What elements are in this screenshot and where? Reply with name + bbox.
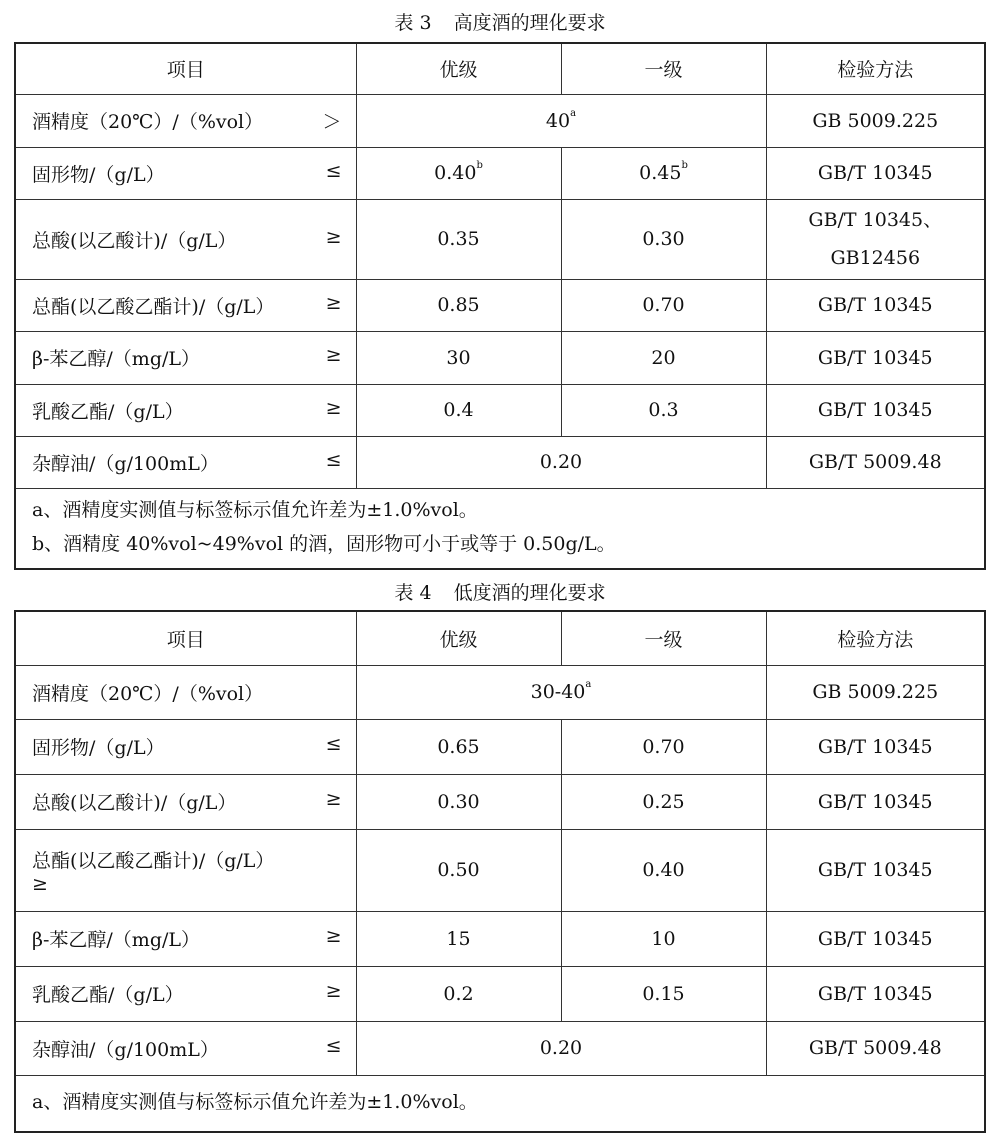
test-method-cell (766, 719, 985, 774)
test-method: GB/T 5009.48 (808, 1037, 942, 1059)
table-row (15, 1021, 985, 1075)
table-row (15, 94, 985, 147)
header-row (15, 611, 985, 665)
first-grade-value (561, 966, 766, 1021)
test-method: GB/T 10345 (817, 982, 933, 1005)
column-header: 优级 (356, 43, 561, 94)
value: 0.40 (434, 162, 477, 184)
value: 0.30 (642, 228, 685, 250)
test-method-cell (766, 331, 985, 384)
value: 0.20 (539, 1037, 583, 1059)
test-method-cell (766, 199, 985, 279)
item-cell (15, 966, 356, 1021)
test-method: GB/T 5009.48 (808, 451, 942, 473)
column-header: 项目 (15, 611, 356, 665)
footnote-mark: a (585, 679, 592, 690)
test-method: GB/T 10345 (817, 294, 933, 316)
table-row (15, 665, 985, 719)
item-cell (15, 384, 356, 436)
test-method: GB/T 10345 (817, 859, 933, 881)
item-cell (15, 331, 356, 384)
footnote-mark: b (476, 160, 483, 171)
footnote-mark: a (570, 107, 577, 119)
merged-value-cell (356, 665, 766, 719)
first-grade-value (561, 331, 766, 384)
value: 30 (446, 346, 471, 369)
item-cell (15, 147, 356, 199)
value: 0.20 (539, 451, 583, 473)
first-grade-value (561, 719, 766, 774)
column-header: 优级 (356, 611, 561, 665)
test-method-cell (766, 279, 985, 331)
premium-grade-value (356, 384, 561, 436)
item-cell (15, 911, 356, 966)
item-label: 杂醇油/（g/100mL） (32, 452, 219, 475)
comparison-symbol: ≥ (32, 872, 48, 895)
table-3-title: 表 3 高度酒的理化要求 (394, 12, 606, 34)
column-header: 一级 (561, 611, 766, 665)
table-row (15, 331, 985, 384)
comparison-symbol: ≤ (325, 159, 342, 182)
test-method: GB/T 10345 (817, 399, 933, 421)
test-method-cell (766, 1021, 985, 1075)
item-cell (15, 719, 356, 774)
first-grade-value (561, 279, 766, 331)
comparison-symbol: ≥ (325, 925, 342, 947)
item-label: β-苯乙醇/（mg/L） (32, 929, 201, 951)
table-row (15, 199, 985, 279)
first-grade-value (561, 911, 766, 966)
test-method-cell (766, 384, 985, 436)
value: 40 (545, 109, 571, 132)
value: 0.2 (443, 982, 474, 1005)
table-row (15, 384, 985, 436)
value: 0.35 (437, 228, 480, 250)
test-method: GB 5009.225 (812, 681, 939, 703)
comparison-symbol: ≤ (325, 1034, 342, 1057)
premium-grade-value (356, 279, 561, 331)
test-method-cell (766, 774, 985, 829)
premium-grade-value (356, 719, 561, 774)
table-row (15, 966, 985, 1021)
item-label: β-苯乙醇/（mg/L） (32, 348, 201, 370)
test-method-cell (766, 665, 985, 719)
value: 20 (651, 346, 676, 369)
comparison-symbol: ≥ (325, 396, 342, 419)
item-cell (15, 774, 356, 829)
footnote: b、酒精度 40%vol~49%vol 的酒，固形物可小于或等于 0.50g/L。 (32, 533, 616, 556)
table-row (15, 147, 985, 199)
value: 0.45 (639, 162, 682, 184)
value: 0.40 (642, 859, 685, 881)
first-grade-value (561, 384, 766, 436)
comparison-symbol: ＞ (322, 111, 342, 133)
notes-row (15, 488, 985, 569)
premium-grade-value (356, 911, 561, 966)
table-3 (14, 42, 986, 570)
test-method-cont: GB12456 (830, 247, 921, 269)
value: 0.85 (437, 294, 480, 316)
value: 0.3 (648, 399, 679, 421)
value: 15 (446, 927, 471, 950)
item-label: 总酸(以乙酸计)/（g/L） (32, 229, 237, 252)
value: 0.70 (642, 294, 685, 316)
test-method-cell (766, 94, 985, 147)
value: 30-40 (530, 681, 586, 703)
test-method: GB/T 10345 (817, 162, 933, 184)
comparison-symbol: ≥ (325, 788, 342, 810)
item-cell (15, 94, 356, 147)
test-method-cell (766, 436, 985, 488)
table-row (15, 279, 985, 331)
table-row (15, 911, 985, 966)
comparison-symbol: ≤ (325, 733, 342, 755)
premium-grade-value (356, 331, 561, 384)
item-label: 总酯(以乙酸乙酯计)/（g/L） (32, 849, 275, 872)
header-row (15, 43, 985, 94)
table-row (15, 719, 985, 774)
test-method: GB/T 10345 (817, 790, 933, 813)
table-4 (14, 610, 986, 1133)
premium-grade-value (356, 199, 561, 279)
table-row (15, 774, 985, 829)
column-header: 检验方法 (766, 43, 985, 94)
value: 0.50 (437, 859, 480, 881)
first-grade-value (561, 199, 766, 279)
value: 0.70 (642, 735, 685, 758)
first-grade-value (561, 829, 766, 911)
item-cell (15, 829, 356, 911)
test-method-cell (766, 966, 985, 1021)
item-label: 乳酸乙酯/（g/L） (32, 400, 184, 423)
merged-value-cell (356, 1021, 766, 1075)
test-method-cell (766, 911, 985, 966)
footnote-mark: b (681, 160, 688, 171)
test-method: GB/T 10345 (817, 346, 933, 369)
column-header: 项目 (15, 43, 356, 94)
item-label: 固形物/（g/L） (32, 737, 165, 759)
first-grade-value (561, 147, 766, 199)
item-cell (15, 1021, 356, 1075)
item-cell (15, 199, 356, 279)
test-method-cell (766, 829, 985, 911)
value: 0.30 (437, 790, 480, 813)
notes-cell (15, 1075, 985, 1132)
value: 0.65 (437, 735, 480, 758)
column-header: 一级 (561, 43, 766, 94)
merged-value-cell (356, 94, 766, 147)
merged-value-cell (356, 436, 766, 488)
footnote: a、酒精度实测值与标签标示值允许差为±1.0%vol。 (32, 1091, 478, 1114)
value: 10 (651, 927, 676, 950)
table-4-title: 表 4 低度酒的理化要求 (394, 582, 606, 604)
item-cell (15, 436, 356, 488)
notes-row (15, 1075, 985, 1132)
test-method-cell (766, 147, 985, 199)
item-label: 酒精度（20℃）/（%vol） (32, 682, 264, 705)
item-label: 酒精度（20℃）/（%vol） (32, 111, 264, 133)
test-method: GB/T 10345 (817, 927, 933, 950)
item-cell (15, 665, 356, 719)
comparison-symbol: ≥ (325, 344, 342, 366)
item-cell (15, 279, 356, 331)
item-label: 总酯(以乙酸乙酯计)/（g/L） (32, 295, 275, 318)
item-label: 总酸(以乙酸计)/（g/L） (32, 792, 237, 814)
footnote: a、酒精度实测值与标签标示值允许差为±1.0%vol。 (32, 499, 478, 522)
comparison-symbol: ≥ (325, 980, 342, 1002)
comparison-symbol: ≥ (325, 225, 342, 248)
notes-cell (15, 488, 985, 569)
comparison-symbol: ≥ (325, 291, 342, 314)
item-label: 乳酸乙酯/（g/L） (32, 984, 184, 1006)
value: 0.15 (642, 982, 685, 1005)
value: 0.25 (642, 790, 685, 813)
premium-grade-value (356, 774, 561, 829)
test-method: GB/T 10345、 (808, 209, 943, 231)
premium-grade-value (356, 829, 561, 911)
item-label: 固形物/（g/L） (32, 163, 165, 186)
column-header: 检验方法 (766, 611, 985, 665)
first-grade-value (561, 774, 766, 829)
value: 0.4 (443, 399, 474, 421)
premium-grade-value (356, 147, 561, 199)
premium-grade-value (356, 966, 561, 1021)
comparison-symbol: ≤ (325, 448, 342, 471)
table-row (15, 436, 985, 488)
test-method: GB/T 10345 (817, 735, 933, 758)
item-label: 杂醇油/（g/100mL） (32, 1038, 219, 1061)
test-method: GB 5009.225 (812, 109, 939, 132)
table-row (15, 829, 985, 911)
